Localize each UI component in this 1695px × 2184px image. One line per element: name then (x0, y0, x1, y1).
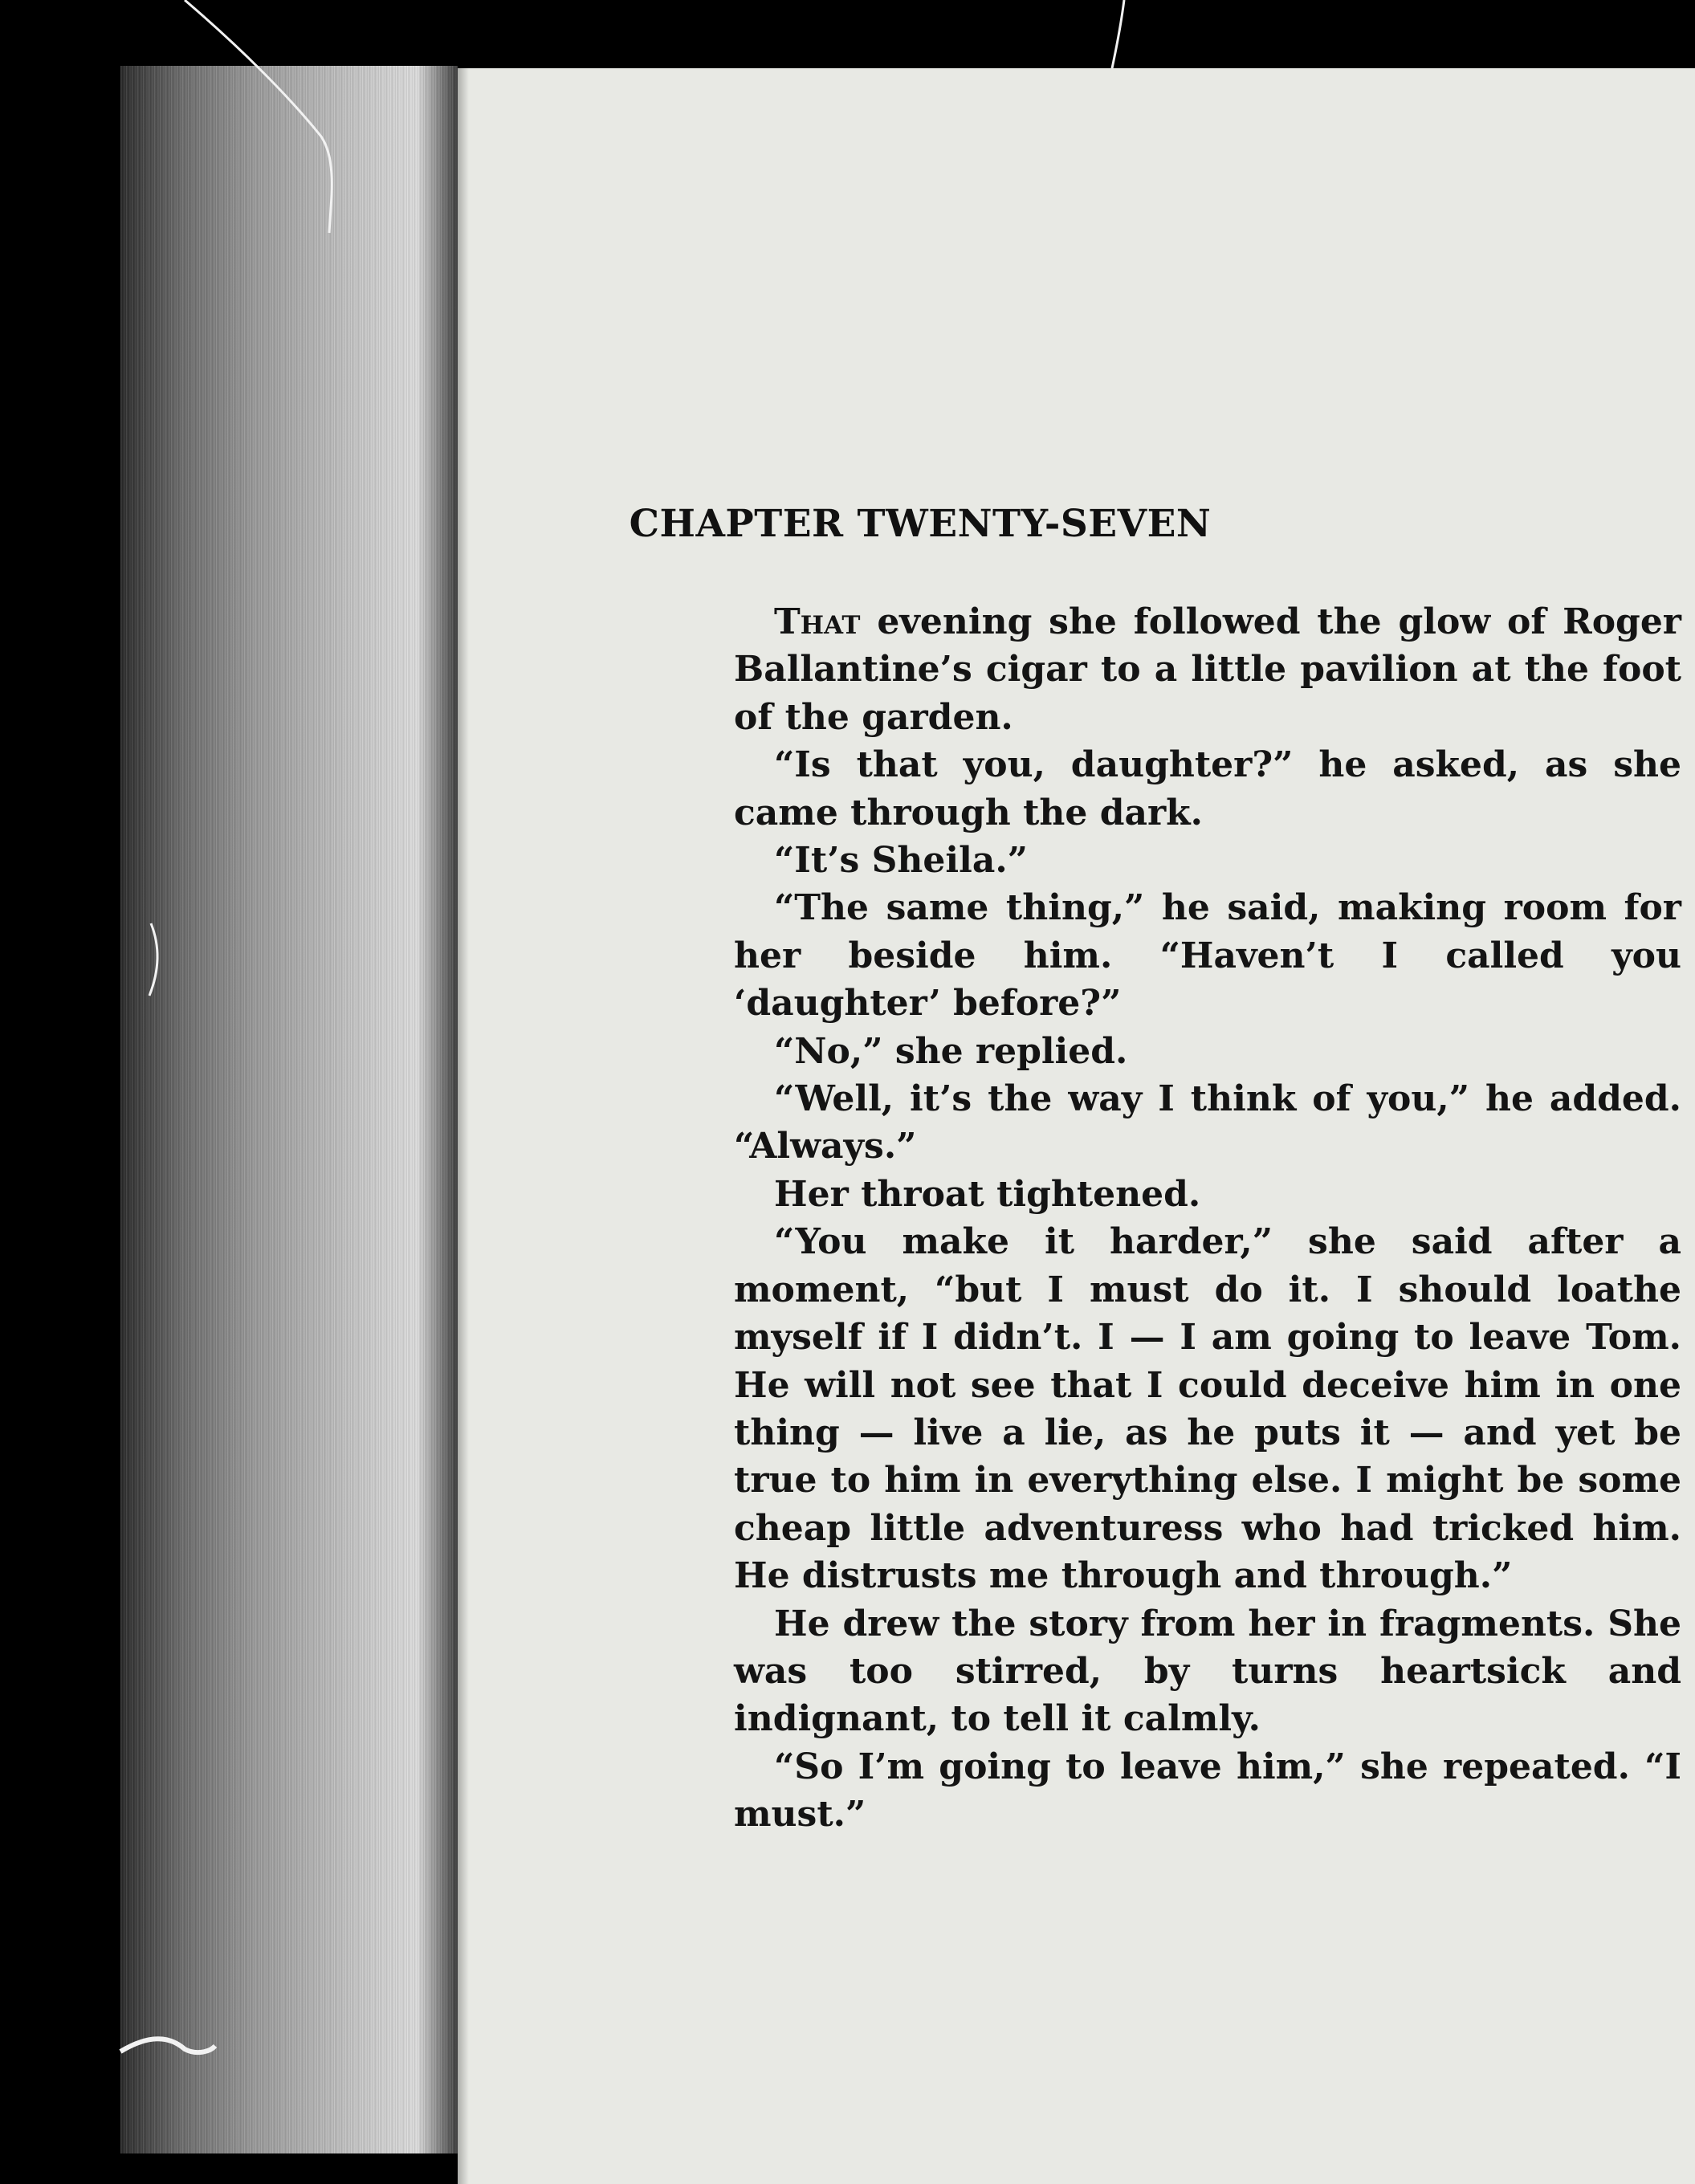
paragraph: He drew the story from her in fragments. She was too stirred, by turns heartsick and indignant, to tell it calmly. (734, 1603, 1681, 1740)
paragraph: “Well, it’s the way I think of you,” he added. “Always.” (734, 1078, 1681, 1167)
page-gutter-shadow (458, 68, 469, 2184)
paragraph: “It’s Sheila.” (774, 840, 1028, 882)
chapter-text (734, 598, 1681, 1839)
paragraph: “Is that you, daughter?” he asked, as she came through the dark. (734, 744, 1681, 833)
paragraph (734, 598, 1681, 741)
paragraph: “The same thing,” he said, making room for her beside him. “Haven’t I called you ‘daughter’ before?” (734, 887, 1681, 1025)
paragraph: “You make it harder,” she said after a moment, “but I must do it. I should loathe myself if I didn’t. I — I am going to leave Tom. He will not see that I could deceive him in one thing — live a lie, as he puts it — and yet be true to him in everything else. I might be some cheap little adventuress who had tricked him. He distrusts me through and through.” (734, 1221, 1681, 1597)
paragraph: Her throat tightened. (774, 1173, 1201, 1215)
chapter-heading: CHAPTER TWENTY-SEVEN (629, 502, 1212, 546)
paragraph-text: evening she followed the glow of Roger Ballantine’s cigar to a little pavilion at the foot of the garden. (734, 601, 1681, 738)
film-scratch-left (0, 0, 241, 2184)
paragraph: “So I’m going to leave him,” she repeated. “I must.” (734, 1746, 1681, 1836)
paragraph: “No,” she replied. (774, 1030, 1128, 1072)
paragraph-lead-word: That (774, 601, 861, 642)
